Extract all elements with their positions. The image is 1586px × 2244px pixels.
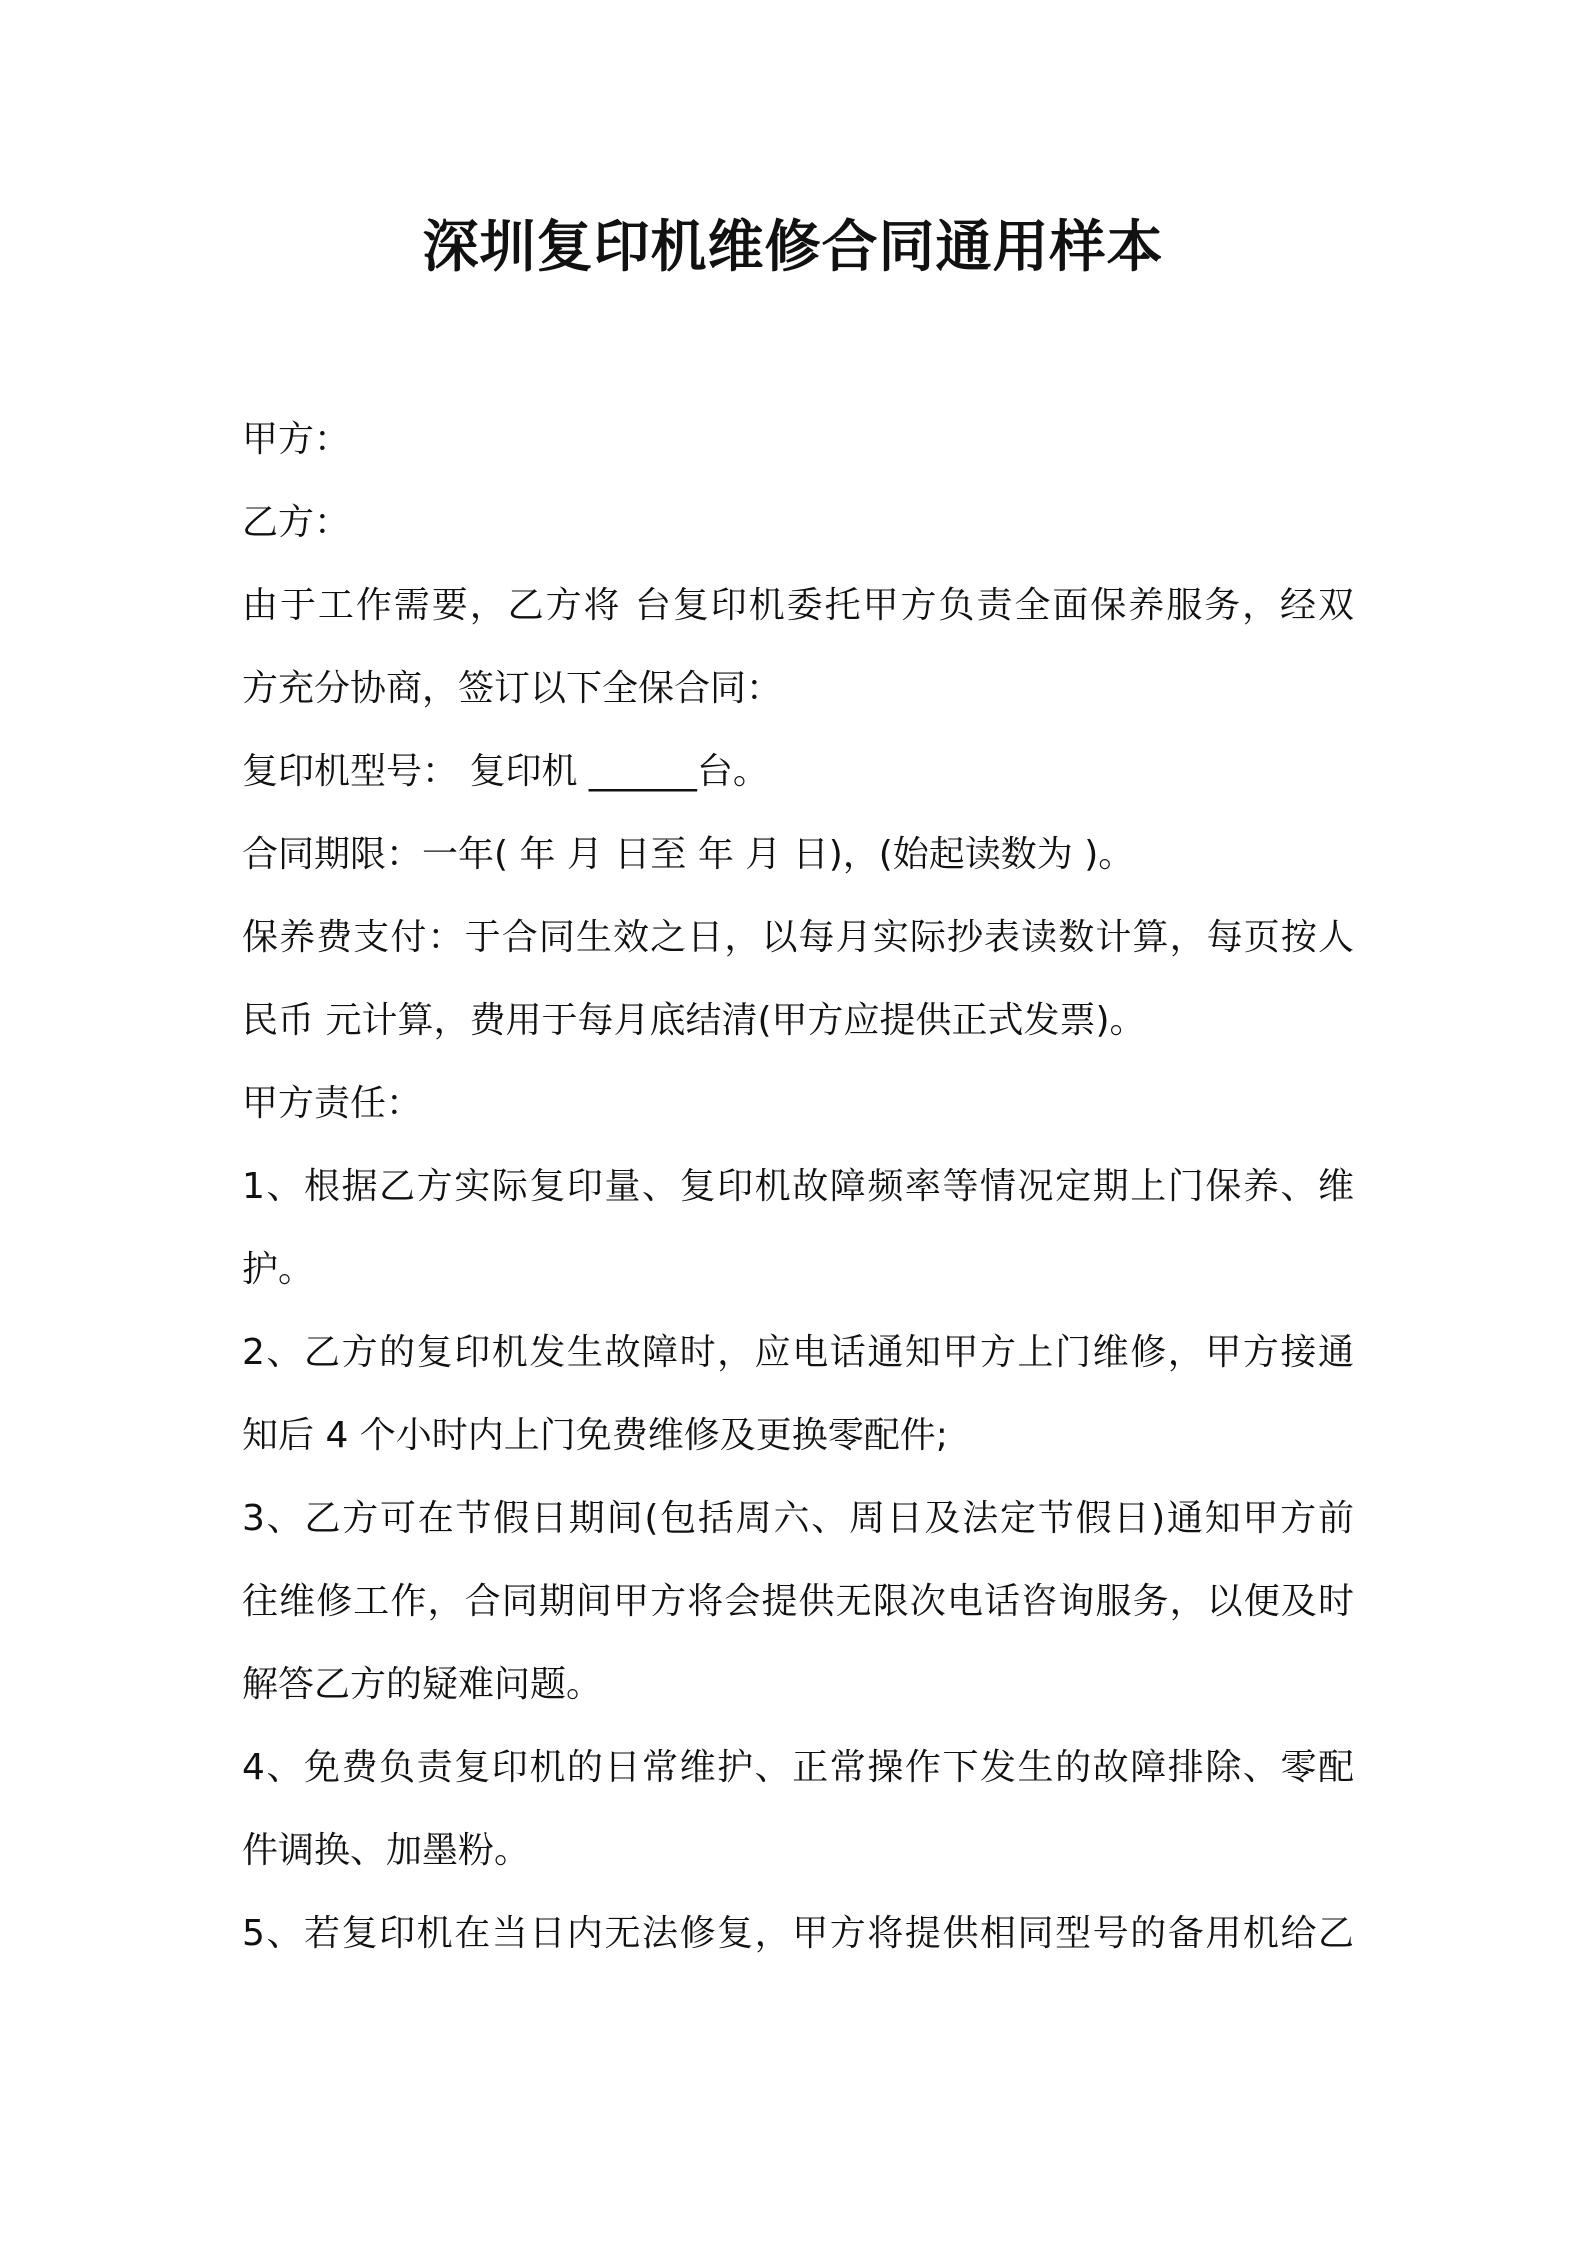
party-a-line: 甲方： bbox=[242, 419, 351, 460]
duty-4-line-2: 件调换、加墨粉。 bbox=[242, 1830, 531, 1871]
fee-line-1: 保养费支付：于合同生效之日，以每月实际抄表读数计算，每页按人 bbox=[242, 917, 1354, 958]
party-b-line: 乙方： bbox=[242, 502, 351, 543]
document-body bbox=[242, 398, 1354, 1975]
duty-3-line-3: 解答乙方的疑难问题。 bbox=[242, 1664, 603, 1705]
term-line: 合同期限：一年( 年 月 日至 年 月 日)，(始起读数为 )。 bbox=[242, 834, 1135, 875]
document-title: 深圳复印机维修合同通用样本 bbox=[422, 215, 1164, 280]
model-line: 复印机型号： 复印机 ______台。 bbox=[242, 751, 769, 792]
duty-1-line-1: 1、根据乙方实际复印量、复印机故障频率等情况定期上门保养、维 bbox=[242, 1166, 1354, 1207]
party-a-duties-heading: 甲方责任： bbox=[242, 1083, 423, 1124]
duty-4-line-1: 4、免费负责复印机的日常维护、正常操作下发生的故障排除、零配 bbox=[242, 1747, 1354, 1788]
duty-3-line-2: 往维修工作，合同期间甲方将会提供无限次电话咨询服务，以便及时 bbox=[242, 1581, 1354, 1622]
intro-line-1: 由于工作需要，乙方将 台复印机委托甲方负责全面保养服务，经双 bbox=[242, 585, 1354, 626]
duty-5-line-1: 5、若复印机在当日内无法修复，甲方将提供相同型号的备用机给乙 bbox=[242, 1913, 1354, 1954]
duty-2-line-2: 知后 4 个小时内上门免费维修及更换零配件; bbox=[242, 1415, 948, 1456]
duty-2-line-1: 2、乙方的复印机发生故障时，应电话通知甲方上门维修，甲方接通 bbox=[242, 1332, 1354, 1373]
duty-3-line-1: 3、乙方可在节假日期间(包括周六、周日及法定节假日)通知甲方前 bbox=[242, 1498, 1354, 1539]
intro-line-2: 方充分协商，签订以下全保合同： bbox=[242, 668, 783, 709]
duty-1-line-2: 护。 bbox=[242, 1249, 315, 1290]
fee-line-2: 民币 元计算，费用于每月底结清(甲方应提供正式发票)。 bbox=[242, 1000, 1146, 1041]
